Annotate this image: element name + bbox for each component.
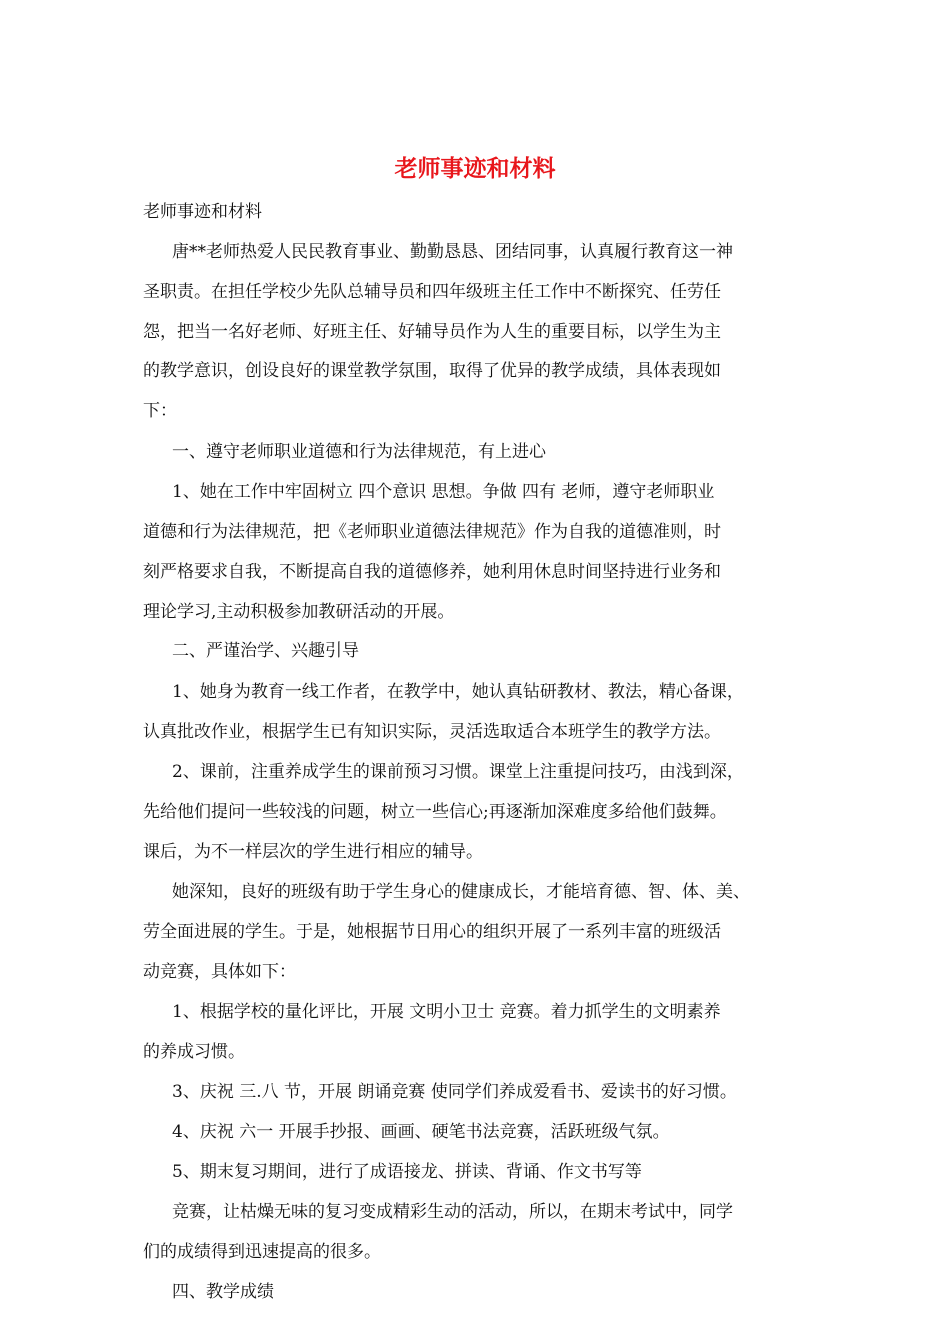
document-title: 老师事迹和材料 xyxy=(394,155,556,182)
body-line: 唐**老师热爱人民民教育事业、勤勤恳恳、团结同事，认真履行教育这一神 xyxy=(172,242,733,262)
body-line: 理论学习,主动积极参加教研活动的开展。 xyxy=(143,602,455,622)
body-line: 1、她身为教育一线工作者，在教学中，她认真钻研教材、教法，精心备课， xyxy=(172,682,744,702)
body-line: 刻严格要求自我，不断提高自我的道德修养，她利用休息时间坚持进行业务和 xyxy=(143,562,721,582)
body-line: 怨，把当一名好老师、好班主任、好辅导员作为人生的重要目标，以学生为主 xyxy=(143,322,721,342)
body-line: 课后，为不一样层次的学生进行相应的辅导。 xyxy=(143,842,483,862)
body-line: 的养成习惯。 xyxy=(143,1042,245,1062)
body-line: 二、严谨治学、兴趣引导 xyxy=(172,641,359,661)
body-line: 1、根据学校的量化评比，开展 文明小卫士 竞赛。着力抓学生的文明素养 xyxy=(172,1002,721,1022)
body-line: 的教学意识，创设良好的课堂教学氛围，取得了优异的教学成绩，具体表现如 xyxy=(143,361,721,381)
body-line: 圣职责。在担任学校少先队总辅导员和四年级班主任工作中不断探究、任劳任 xyxy=(143,282,721,302)
body-line: 认真批改作业，根据学生已有知识实际，灵活选取适合本班学生的教学方法。 xyxy=(143,722,721,742)
body-line: 们的成绩得到迅速提高的很多。 xyxy=(143,1242,381,1262)
body-line: 她深知，良好的班级有助于学生身心的健康成长，才能培育德、智、体、美、 xyxy=(172,882,750,902)
body-line: 1、她在工作中牢固树立 四个意识 思想。争做 四有 老师，遵守老师职业 xyxy=(172,482,715,502)
body-line: 竞赛，让枯燥无味的复习变成精彩生动的活动，所以，在期末考试中，同学 xyxy=(172,1202,733,1222)
body-line: 动竞赛，具体如下： xyxy=(143,962,296,982)
body-line: 道德和行为法律规范，把《老师职业道德法律规范》作为自我的道德准则，时 xyxy=(143,522,721,542)
body-line: 劳全面进展的学生。于是，她根据节日用心的组织开展了一系列丰富的班级活 xyxy=(143,922,721,942)
body-line: 四、教学成绩 xyxy=(172,1282,274,1302)
body-line: 老师事迹和材料 xyxy=(143,202,262,222)
body-line: 5、期末复习期间，进行了成语接龙、拼读、背诵、作文书写等 xyxy=(172,1162,642,1182)
body-line: 4、庆祝 六一 开展手抄报、画画、硬笔书法竞赛，活跃班级气氛。 xyxy=(172,1122,670,1142)
body-line: 2、课前，注重养成学生的课前预习习惯。课堂上注重提问技巧，由浅到深， xyxy=(172,762,744,782)
body-line: 先给他们提问一些较浅的问题，树立一些信心;再逐渐加深难度多给他们鼓舞。 xyxy=(143,802,727,822)
body-line: 3、庆祝 三.八 节，开展 朗诵竞赛 使同学们养成爱看书、爱读书的好习惯。 xyxy=(172,1082,737,1102)
body-line: 一、遵守老师职业道德和行为法律规范，有上进心 xyxy=(172,442,546,462)
body-line: 下： xyxy=(143,401,177,421)
